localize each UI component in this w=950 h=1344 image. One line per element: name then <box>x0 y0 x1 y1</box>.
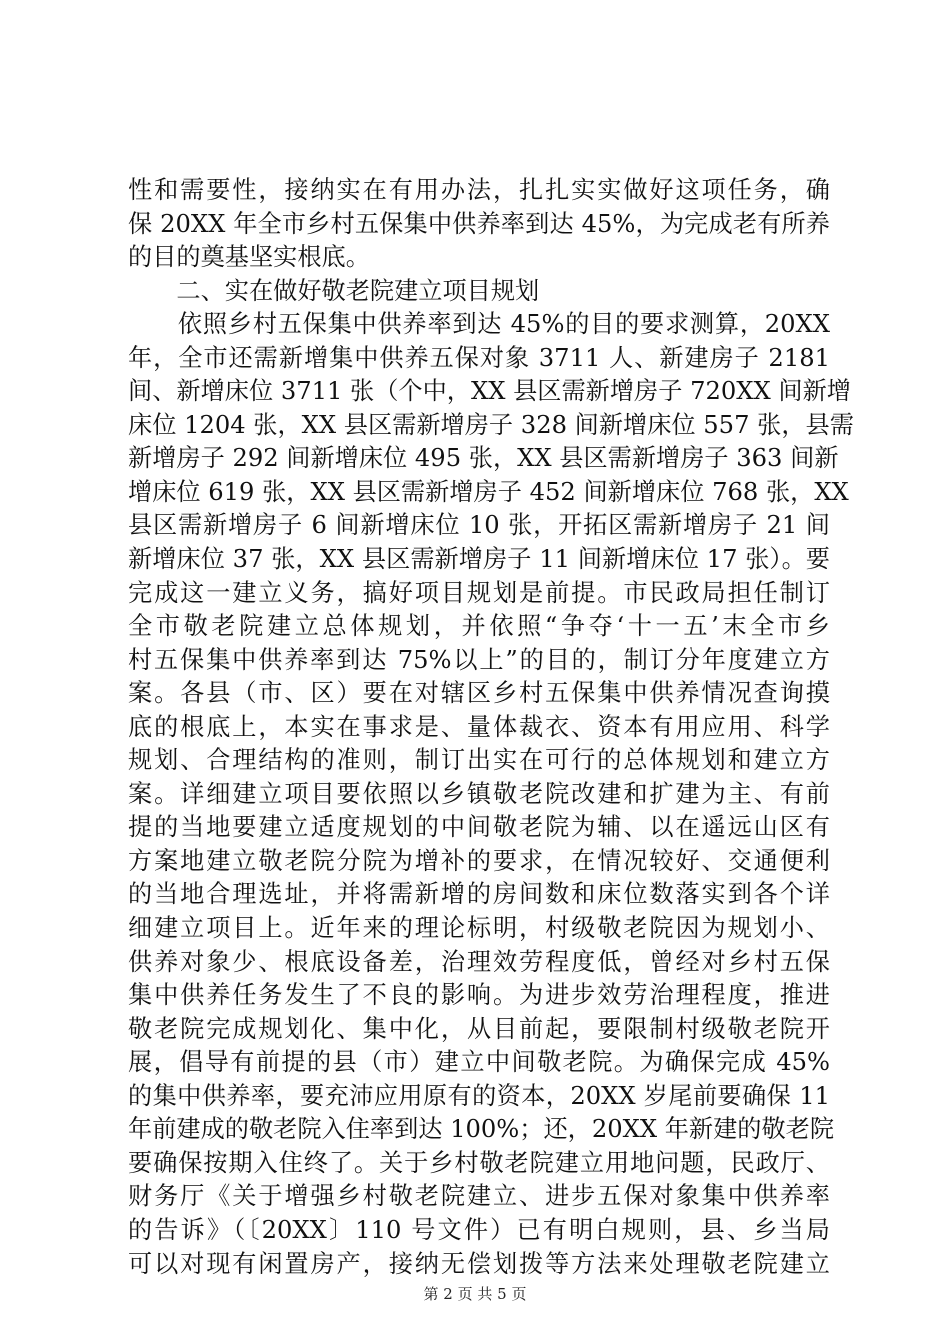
text-line: 县区需新增房子 6 间新增床位 10 张，开拓区需新增房子 21 间 <box>128 511 830 540</box>
text-line: 供养对象少、根底设备差，治理效劳程度低，曾经对乡村五保 <box>128 947 830 976</box>
page-footer: 第 2 页 共 5 页 <box>423 1285 527 1303</box>
text-line: 保 20XX 年全市乡村五保集中供养率到达 45%，为完成老有所养 <box>128 209 830 238</box>
text-line: 案。详细建立项目要依照以乡镇敬老院改建和扩建为主、有前 <box>128 779 830 808</box>
text-line: 新增床位 37 张，XX 县区需新增房子 11 间新增床位 17 张）。要 <box>128 545 830 574</box>
text-line: 细建立项目上。近年来的理论标明，村级敬老院因为规划小、 <box>128 914 830 943</box>
text-line: 展，倡导有前提的县（市）建立中间敬老院。为确保完成 45% <box>128 1048 830 1077</box>
text-line: 的当地合理选址，并将需新增的房间数和床位数落实到各个详 <box>128 880 830 909</box>
text-line: 年，全市还需新增集中供养五保对象 3711 人、新建房子 2181 <box>128 343 830 372</box>
text-line: 的目的奠基坚实根底。 <box>128 243 370 272</box>
text-line: 完成这一建立义务，搞好项目规划是前提。市民政局担任制订 <box>128 578 830 607</box>
text-line: 底的根底上，本实在事求是、量体裁衣、资本有用应用、科学 <box>128 712 830 741</box>
text-line: 年前建成的敬老院入住率到达 100%；还，20XX 年新建的敬老院 <box>128 1115 835 1144</box>
text-line: 财务厅《关于增强乡村敬老院建立、进步五保对象集中供养率 <box>128 1182 830 1211</box>
section-heading: 二、实在做好敬老院建立项目规划 <box>128 276 540 305</box>
text-line: 增床位 619 张，XX 县区需新增房子 452 间新增床位 768 张，XX <box>128 477 849 506</box>
text-line: 床位 1204 张，XX 县区需新增房子 328 间新增床位 557 张，县需 <box>128 410 854 439</box>
text-line: 案。各县（市、区）要在对辖区乡村五保集中供养情况查询摸 <box>128 679 830 708</box>
text-line: 敬老院完成规划化、集中化，从目前起，要限制村级敬老院开 <box>128 1014 830 1043</box>
text-line: 集中供养任务发生了不良的影响。为进步效劳治理程度，推进 <box>128 981 830 1010</box>
text-line: 的集中供养率，要充沛应用原有的资本，20XX 岁尾前要确保 11 <box>128 1081 830 1110</box>
text-line: 间、新增床位 3711 张（个中，XX 县区需新增房子 720XX 间新增 <box>128 377 851 406</box>
text-line: 性和需要性，接纳实在有用办法，扎扎实实做好这项任务，确 <box>128 176 830 204</box>
text-line: 提的当地要建立适度规划的中间敬老院为辅、以在遥远山区有 <box>128 813 830 842</box>
body-text <box>128 174 854 1281</box>
text-line: 可以对现有闲置房产，接纳无偿划拨等方法来处理敬老院建立 <box>128 1249 830 1278</box>
text-line: 的告诉》（〔20XX〕110 号文件）已有明白规则，县、乡当局 <box>128 1215 830 1244</box>
text-line: 方案地建立敬老院分院为增补的要求，在情况较好、交通便利 <box>128 846 830 875</box>
text-line: 全市敬老院建立总体规划，并依照“争夺‘十一五’末全市乡 <box>128 612 830 641</box>
text-line: 规划、合理结构的准则，制订出实在可行的总体规划和建立方 <box>128 746 830 775</box>
text-line: 新增房子 292 间新增床位 495 张，XX 县区需新增房子 363 间新 <box>128 444 839 473</box>
text-line: 要确保按期入住终了。关于乡村敬老院建立用地问题，民政厅、 <box>128 1148 830 1177</box>
text-line: 依照乡村五保集中供养率到达 45%的目的要求测算，20XX <box>128 310 830 339</box>
text-line: 村五保集中供养率到达 75%以上”的目的，制订分年度建立方 <box>128 645 830 674</box>
